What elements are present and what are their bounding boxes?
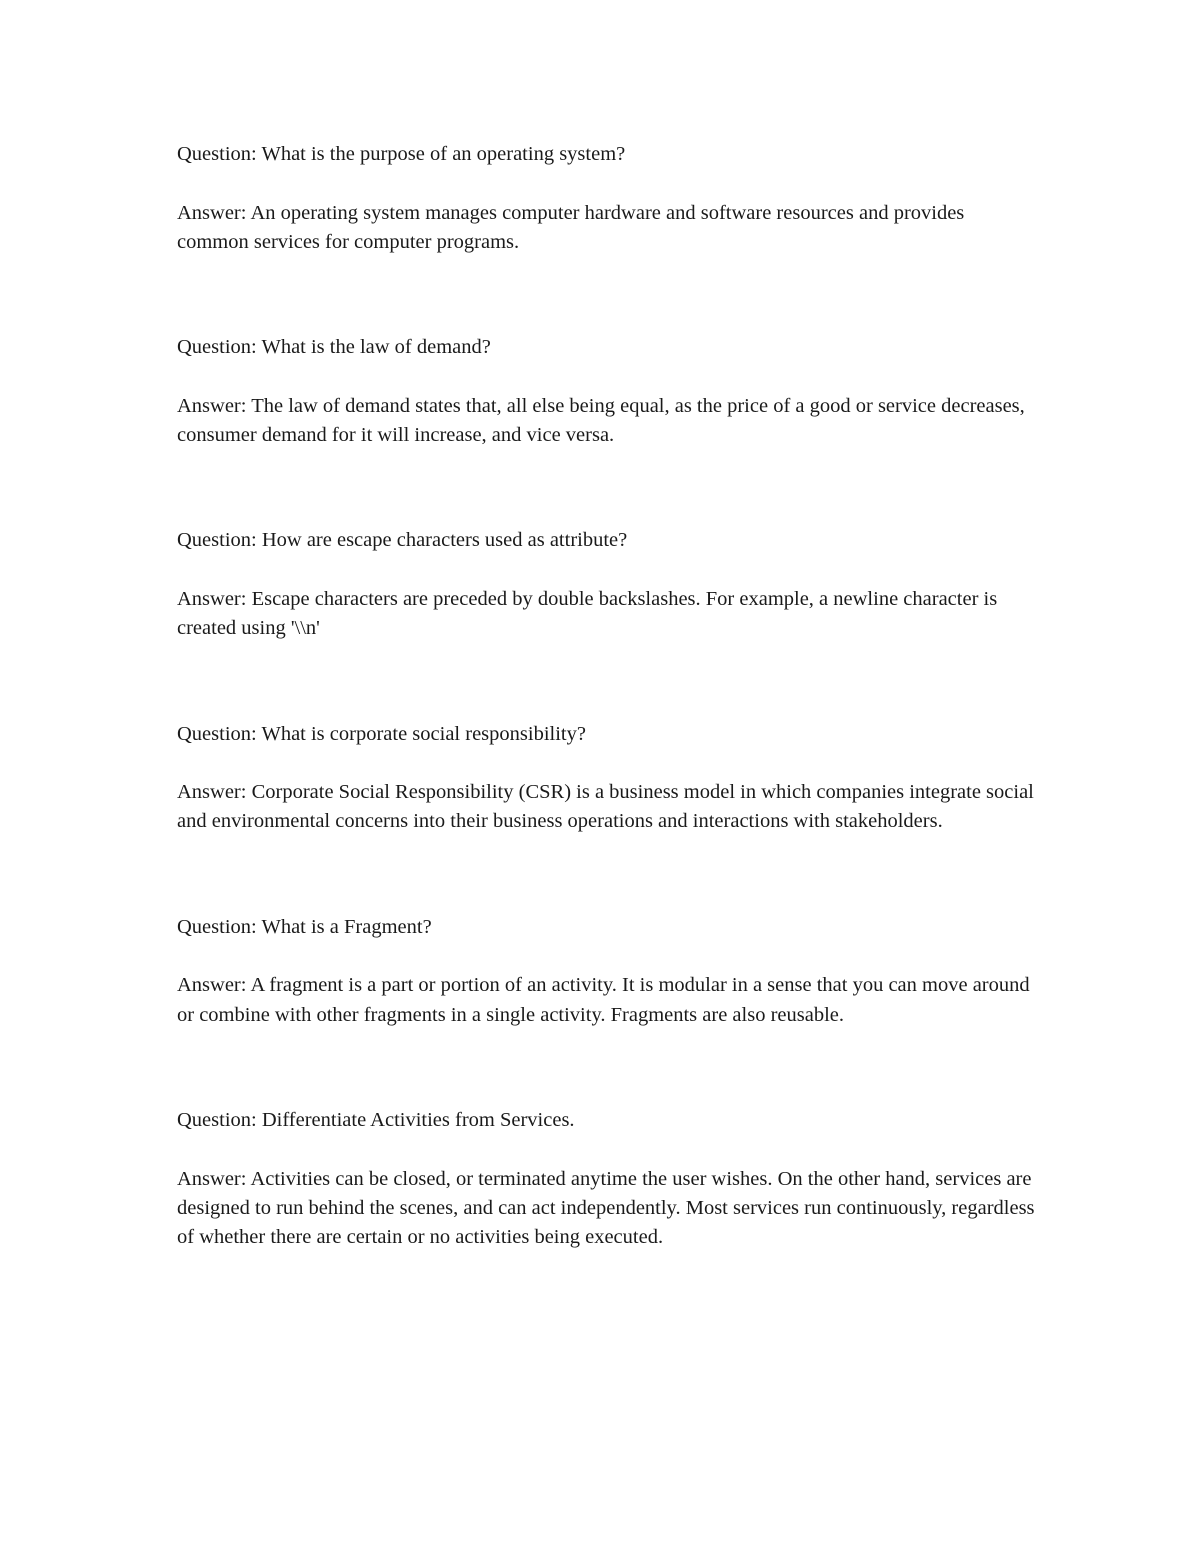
answer-text: Answer: Activities can be closed, or terminated anytime the user wishes. On the other hand, services are designed to run behind the scenes, and can act independently. Most services run continuously, regardless of whether there are certain or no activities being executed. (177, 1167, 1035, 1249)
qa-item (177, 333, 1037, 450)
qa-item (177, 140, 1037, 257)
question-text: Question: What is the purpose of an operating system? (177, 143, 626, 165)
answer-text: Answer: Corporate Social Responsibility (CSR) is a business model in which companies integrate social and environmental concerns into their business operations and interactions with stakeholders. (177, 781, 1034, 833)
qa-item (177, 720, 1037, 837)
question-text: Question: How are escape characters used as attribute? (177, 529, 628, 552)
qa-item (177, 913, 1037, 1030)
question-text: Question: What is a Fragment? (177, 915, 432, 938)
qa-item (177, 526, 1037, 643)
qa-item (177, 1106, 1037, 1252)
question-text: Question: What is corporate social responsibility? (177, 722, 586, 745)
question-text: Question: What is the law of demand? (177, 336, 491, 359)
qa-list (177, 140, 1037, 1328)
answer-text: Answer: A fragment is a part or portion of an activity. It is modular in a sense that you can move around or combine with other fragments in a single activity. Fragments are also reusable. (177, 974, 1030, 1026)
answer-text: Answer: Escape characters are preceded by double backslashes. For example, a newline character is created using '\\n' (177, 587, 998, 640)
answer-text: Answer: The law of demand states that, all else being equal, as the price of a good or service decreases, consumer demand for it will increase, and vice versa. (177, 394, 1025, 447)
question-text: Question: Differentiate Activities from Services. (177, 1108, 575, 1131)
answer-text: Answer: An operating system manages computer hardware and software resources and provides common services for computer programs. (177, 201, 965, 253)
